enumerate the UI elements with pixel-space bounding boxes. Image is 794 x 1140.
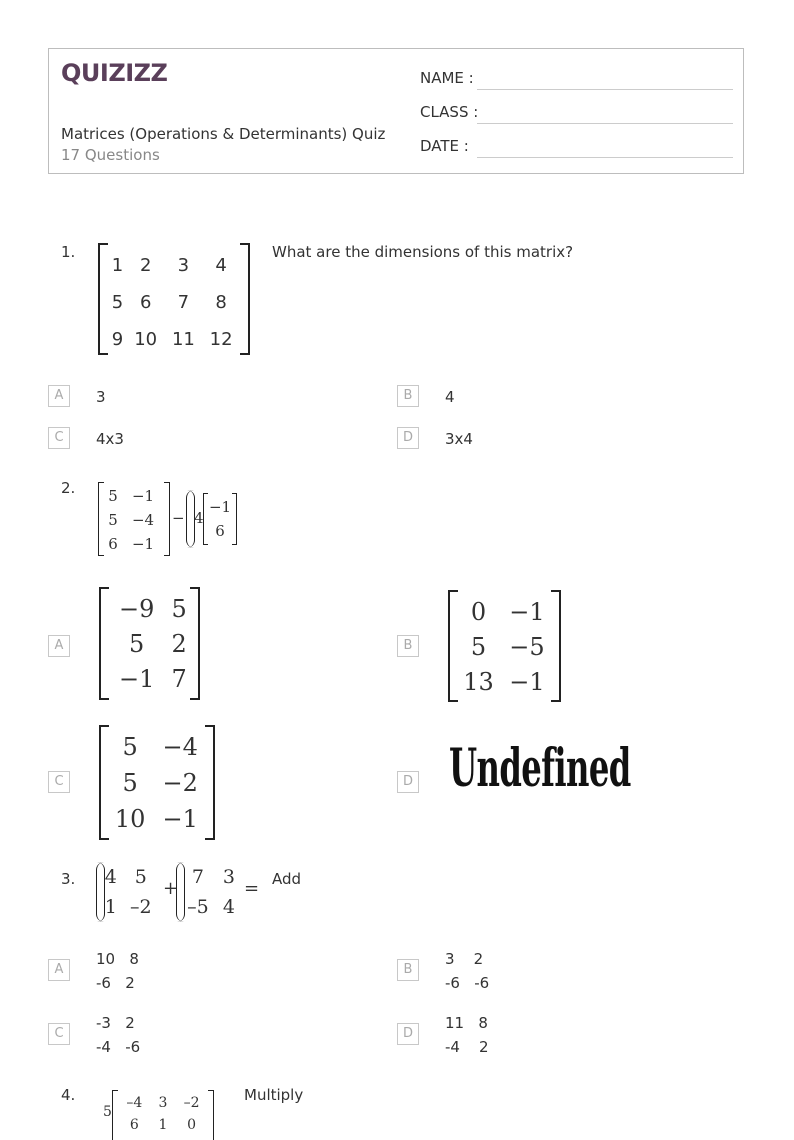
name-label: NAME : (420, 69, 474, 87)
question-2-number: 2. (61, 479, 76, 497)
q3-option-c-row2[interactable]: -4 -6 (96, 1038, 141, 1056)
question-2-scaled-vector: 4 −1 6 (186, 490, 248, 548)
question-3-left-matrix: 4 5 1 –2 (96, 862, 162, 922)
q2-option-b-matrix[interactable]: 0 −1 5 −5 13 −1 (448, 590, 561, 702)
question-3-right-matrix: 7 3 –5 4 (176, 862, 242, 922)
q2-option-a-letter[interactable]: A (48, 635, 70, 657)
q2-option-c-matrix[interactable]: 5 −4 5 −2 10 −1 (99, 725, 215, 840)
q2-option-d-letter[interactable]: D (397, 771, 419, 793)
q3-option-a-letter[interactable]: A (48, 959, 70, 981)
q3-option-c-row1[interactable]: -3 2 (96, 1014, 135, 1032)
q3-option-a-row1[interactable]: 10 8 (96, 950, 139, 968)
question-1-text: What are the dimensions of this matrix? (272, 243, 574, 261)
q2-option-a-matrix[interactable]: −9 5 5 2 −1 7 (99, 587, 200, 700)
question-3-number: 3. (61, 870, 76, 888)
q3-option-d-row2[interactable]: -4 2 (445, 1038, 489, 1056)
q2-option-d-text[interactable]: Undefined (449, 738, 631, 799)
q3-option-d-row1[interactable]: 11 8 (445, 1014, 488, 1032)
question-3-text: Add (272, 870, 302, 888)
worksheet-header (48, 48, 744, 174)
class-line[interactable] (477, 123, 733, 124)
question-2-minus: − (172, 509, 185, 527)
q1-option-b-letter[interactable]: B (397, 385, 419, 407)
q3-option-b-letter[interactable]: B (397, 959, 419, 981)
quiz-title: Matrices (Operations & Determinants) Quiz (61, 125, 386, 143)
question-4-scalar: 5 (103, 1104, 112, 1120)
q3-option-d-letter[interactable]: D (397, 1023, 419, 1045)
question-1-matrix: 1 2 3 4 5 6 7 8 9 10 11 12 (98, 243, 250, 355)
q1-option-a-letter[interactable]: A (48, 385, 70, 407)
q3-option-b-row2[interactable]: -6 -6 (445, 974, 490, 992)
q2-option-c-letter[interactable]: C (48, 771, 70, 793)
name-line[interactable] (477, 89, 733, 90)
question-count: 17 Questions (61, 146, 160, 164)
q1-option-b-text[interactable]: 4 (445, 388, 455, 406)
question-3-equals: = (244, 878, 260, 899)
q1-option-a-text[interactable]: 3 (96, 388, 106, 406)
q2-option-b-letter[interactable]: B (397, 635, 419, 657)
q3-option-c-letter[interactable]: C (48, 1023, 70, 1045)
q1-option-d-letter[interactable]: D (397, 427, 419, 449)
question-1-number: 1. (61, 243, 76, 261)
date-line[interactable] (477, 157, 733, 158)
question-4-number: 4. (61, 1086, 76, 1104)
q1-option-c-text[interactable]: 4x3 (96, 430, 124, 448)
quizizz-logo: QUIZIZZ (61, 59, 168, 87)
question-2-left-matrix: 5 −1 5 −4 6 −1 (98, 482, 170, 556)
question-4-matrix: –4 3 –2 6 1 0 (112, 1090, 214, 1140)
question-4-text: Multiply (244, 1086, 304, 1104)
q3-option-a-row2[interactable]: -6 2 (96, 974, 135, 992)
q1-option-c-letter[interactable]: C (48, 427, 70, 449)
class-label: CLASS : (420, 103, 479, 121)
question-3-plus: + (163, 878, 179, 899)
q1-option-d-text[interactable]: 3x4 (445, 430, 473, 448)
date-label: DATE : (420, 137, 469, 155)
q3-option-b-row1[interactable]: 3 2 (445, 950, 484, 968)
